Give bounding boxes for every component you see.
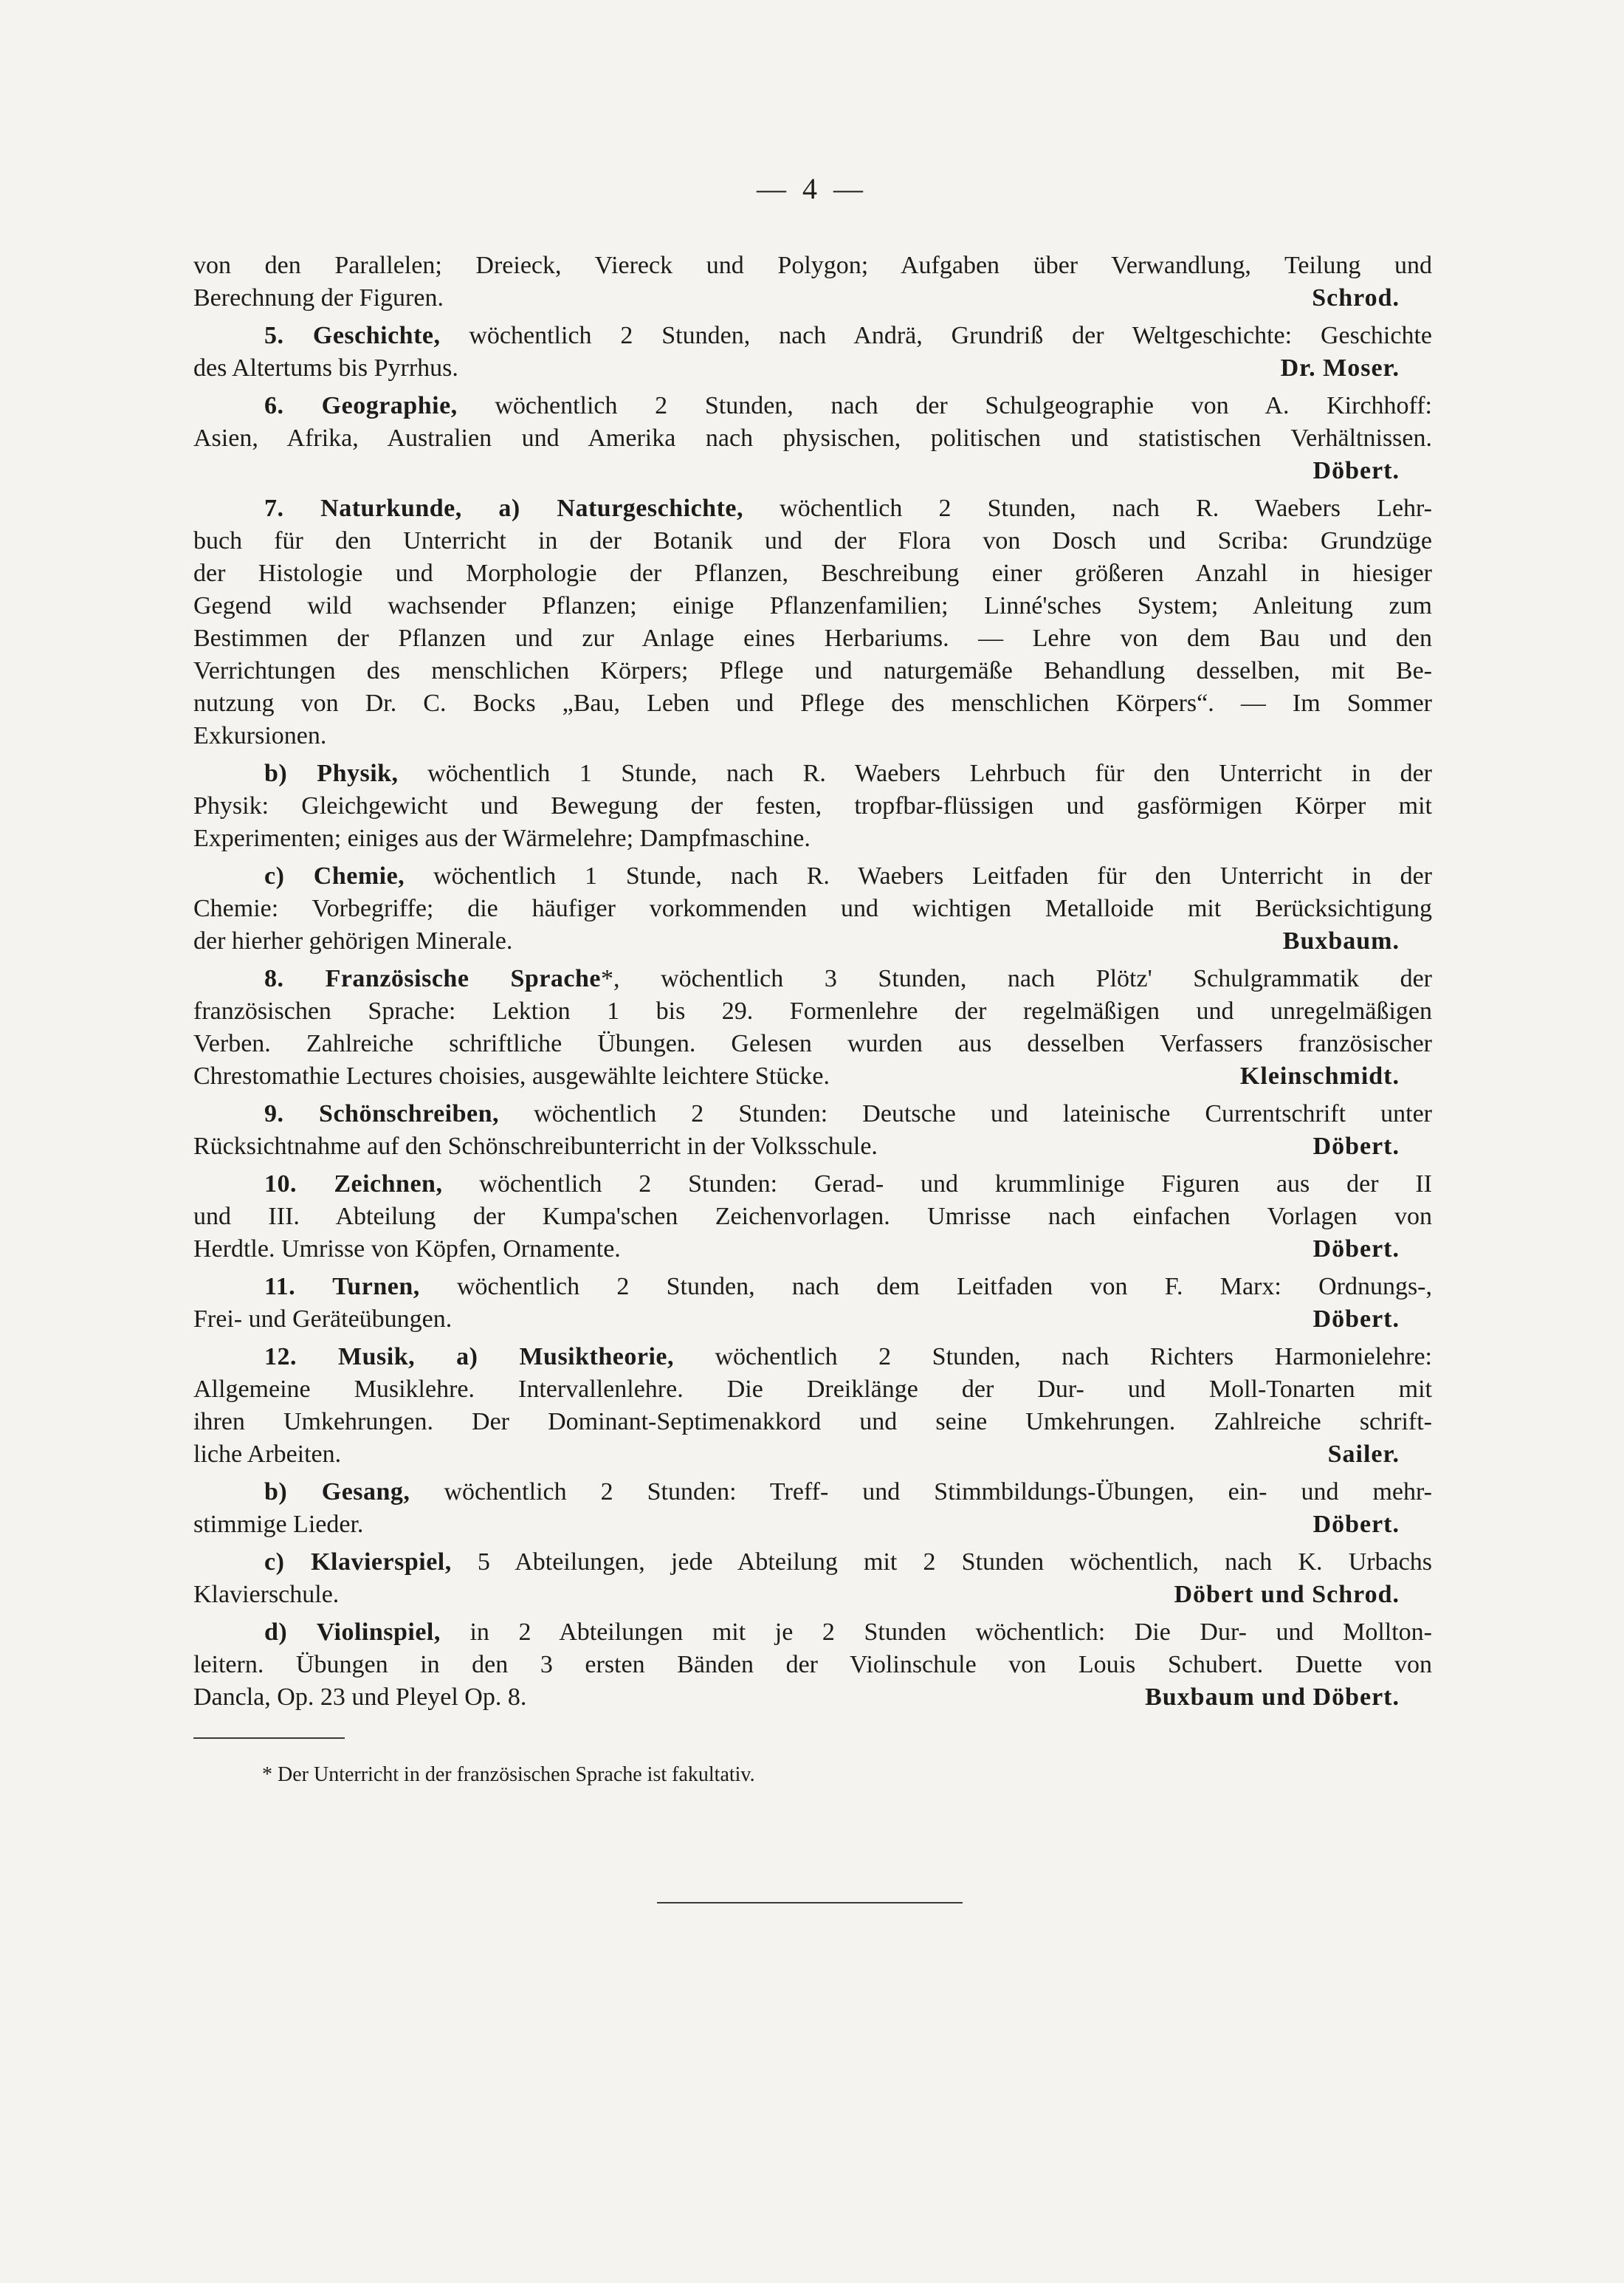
line-text: Chemie: Vorbegriffe; die häufiger vorkommenden und wichtigen Metalloide mit Berücksichtigung <box>193 895 1432 922</box>
text-line <box>193 1373 1432 1406</box>
text-line <box>193 893 1432 925</box>
line-text: Gegend wild wachsender Pflanzen; einige Pflanzenfamilien; Linné'sches System; Anleitung zum <box>193 592 1432 619</box>
text-line <box>193 282 1432 315</box>
text-line <box>193 720 1432 752</box>
body-text <box>193 250 1432 1714</box>
text-line <box>193 655 1432 687</box>
text-line <box>193 1681 1432 1714</box>
line-text: liche Arbeiten. <box>193 1441 342 1468</box>
text-line <box>193 622 1432 655</box>
teacher-signature: Dr. Moser. <box>1280 354 1400 382</box>
line-text: des Altertums bis Pyrrhus. <box>193 354 458 382</box>
subject-heading: 7. Naturkunde, a) Naturgeschichte, <box>264 495 743 522</box>
teacher-signature: Döbert. <box>1312 1305 1400 1333</box>
text-line <box>193 758 1432 790</box>
text-line <box>193 1508 1432 1541</box>
line-content <box>193 1438 341 1471</box>
text-line <box>193 1271 1432 1303</box>
text-line <box>193 1406 1432 1438</box>
subject-paragraph <box>193 963 1432 1093</box>
line-text: wöchentlich 2 Stunden, nach Andrä, Grundriß der Weltgeschichte: Geschichte <box>440 322 1432 349</box>
end-rule <box>657 1902 963 1903</box>
text-line <box>193 860 1432 893</box>
text-line <box>193 1579 1432 1611</box>
subject-paragraph <box>193 1616 1432 1714</box>
text-line <box>193 1168 1432 1201</box>
line-text: in 2 Abteilungen mit je 2 Stunden wöchentlich: Die Dur- und Mollton- <box>440 1618 1432 1646</box>
teacher-signature: Döbert. <box>1312 1511 1400 1538</box>
line-text: Berechnung der Figuren. <box>193 284 444 312</box>
subject-paragraph <box>193 320 1432 385</box>
line-content <box>193 1233 621 1266</box>
line-content <box>193 925 512 958</box>
teacher-signature: Sailer. <box>1327 1441 1400 1468</box>
subject-heading: d) Violinspiel, <box>264 1618 441 1646</box>
line-text: Dancla, Op. 23 und Pleyel Op. 8. <box>193 1683 527 1711</box>
teacher-signature: Buxbaum und Döbert. <box>1145 1683 1400 1711</box>
subject-heading: 12. Musik, a) Musiktheorie, <box>264 1343 674 1370</box>
subject-heading: 9. Schönschreiben, <box>264 1100 500 1127</box>
subject-heading: 8. Französische Sprache <box>264 965 602 992</box>
line-text: ihren Umkehrungen. Der Dominant-Septimenakkord und seine Umkehrungen. Zahlreiche schrift- <box>193 1408 1432 1435</box>
teacher-signature: Döbert. <box>1312 457 1400 484</box>
subject-paragraph <box>193 1546 1432 1611</box>
line-text: Asien, Afrika, Australien und Amerika nach physischen, politischen und statistischen Verhältnissen. <box>193 425 1432 452</box>
text-line <box>193 1649 1432 1681</box>
text-line <box>193 1476 1432 1508</box>
teacher-signature: Döbert und Schrod. <box>1174 1581 1400 1608</box>
line-text: wöchentlich 2 Stunden: Treff- und Stimmbildungs-Übungen, ein- und mehr- <box>410 1478 1432 1506</box>
subject-paragraph <box>193 1341 1432 1471</box>
text-line <box>193 925 1432 958</box>
line-text: stimmige Lieder. <box>193 1511 364 1538</box>
line-text: Exkursionen. <box>193 722 327 749</box>
line-text: wöchentlich 2 Stunden: Gerad- und krummlinige Figuren aus der II <box>442 1170 1432 1198</box>
line-text: wöchentlich 2 Stunden, nach dem Leitfaden von F. Marx: Ordnungs-, <box>419 1273 1432 1300</box>
subject-heading: b) Gesang, <box>264 1478 410 1506</box>
text-line <box>193 1130 1432 1163</box>
line-text: buch für den Unterricht in der Botanik und der Flora von Dosch und Scriba: Grundzüge <box>193 527 1432 555</box>
line-text: Verben. Zahlreiche schriftliche Übungen. Gelesen wurden aus desselben Verfassers französischer <box>193 1030 1432 1057</box>
subject-paragraph <box>193 1476 1432 1541</box>
text-line <box>193 590 1432 622</box>
text-line <box>193 963 1432 995</box>
line-content <box>193 1303 452 1336</box>
subject-paragraph <box>193 1168 1432 1266</box>
text-line <box>193 352 1432 385</box>
line-text: und III. Abteilung der Kumpa'schen Zeichenvorlagen. Umrisse nach einfachen Vorlagen von <box>193 1203 1432 1230</box>
line-text: von den Parallelen; Dreieck, Viereck und Polygon; Aufgaben über Verwandlung, Teilung und <box>193 252 1432 279</box>
subject-paragraph <box>193 860 1432 958</box>
subject-heading: 11. Turnen, <box>264 1273 420 1300</box>
line-text: Herdtle. Umrisse von Köpfen, Ornamente. <box>193 1235 621 1263</box>
line-text: Klavierschule. <box>193 1581 340 1608</box>
text-line <box>193 492 1432 525</box>
line-content <box>193 282 444 315</box>
subject-paragraph <box>193 1098 1432 1163</box>
line-text: Allgemeine Musiklehre. Intervallenlehre. Die Dreiklänge der Dur- und Moll-Tonarten mit <box>193 1376 1432 1403</box>
line-text: Frei- und Geräteübungen. <box>193 1305 453 1333</box>
line-text: wöchentlich 2 Stunden, nach Richters Harmonielehre: <box>673 1343 1432 1370</box>
subject-heading: 10. Zeichnen, <box>264 1170 443 1198</box>
line-text: Physik: Gleichgewicht und Bewegung der festen, tropfbar-flüssigen und gasförmigen Körper mit <box>193 792 1432 820</box>
subject-paragraph <box>193 1271 1432 1336</box>
teacher-signature: Kleinschmidt. <box>1239 1062 1400 1090</box>
teacher-signature: Döbert. <box>1312 1133 1400 1160</box>
line-text: *, wöchentlich 3 Stunden, nach Plötz' Schulgrammatik der <box>601 965 1432 992</box>
text-line <box>193 525 1432 557</box>
subject-heading: c) Klavierspiel, <box>264 1548 452 1576</box>
text-line <box>193 320 1432 352</box>
line-content <box>193 1508 363 1541</box>
text-line <box>193 390 1432 422</box>
line-content <box>193 1060 830 1093</box>
text-line <box>193 1060 1432 1093</box>
text-line <box>193 455 1432 487</box>
line-content <box>193 1579 339 1611</box>
text-line <box>193 1341 1432 1373</box>
subject-paragraph <box>193 758 1432 855</box>
line-content <box>193 1681 526 1714</box>
subject-paragraph <box>193 492 1432 752</box>
subject-paragraph <box>193 250 1432 315</box>
teacher-signature: Buxbaum. <box>1282 927 1400 955</box>
line-text: Chrestomathie Lectures choisies, ausgewählte leichtere Stücke. <box>193 1062 830 1090</box>
text-line <box>193 1546 1432 1579</box>
text-line <box>193 1201 1432 1233</box>
line-text: wöchentlich 1 Stunde, nach R. Waebers Leitfaden für den Unterricht in der <box>405 862 1432 890</box>
text-line <box>193 1233 1432 1266</box>
text-line <box>193 1303 1432 1336</box>
line-text: Rücksichtnahme auf den Schönschreibunterricht in der Volksschule. <box>193 1133 878 1160</box>
text-line <box>193 1098 1432 1130</box>
line-text: Bestimmen der Pflanzen und zur Anlage eines Herbariums. — Lehre von dem Bau und den <box>193 625 1432 652</box>
line-text: wöchentlich 2 Stunden: Deutsche und lateinische Currentschrift unter <box>499 1100 1432 1127</box>
line-content <box>193 352 458 385</box>
text-line <box>193 250 1432 282</box>
footnote: * Der Unterricht in der französischen Sprache ist fakultativ. <box>262 1763 755 1786</box>
footnote-rule <box>193 1737 345 1739</box>
subject-heading: c) Chemie, <box>264 862 405 890</box>
text-line <box>193 687 1432 720</box>
subject-heading: 6. Geographie, <box>264 392 458 419</box>
text-line <box>193 557 1432 590</box>
subject-heading: 5. Geschichte, <box>264 322 441 349</box>
text-line <box>193 1438 1432 1471</box>
line-text: wöchentlich 2 Stunden, nach der Schulgeographie von A. Kirchhoff: <box>457 392 1432 419</box>
text-line <box>193 1028 1432 1060</box>
text-line <box>193 422 1432 455</box>
text-line <box>193 1616 1432 1649</box>
line-text: Verrichtungen des menschlichen Körpers; Pflege und naturgemäße Behandlung desselben, mit Be- <box>193 657 1432 684</box>
line-text: nutzung von Dr. C. Bocks „Bau, Leben und Pflege des menschlichen Körpers“. — Im Sommer <box>193 690 1432 717</box>
line-text: wöchentlich 2 Stunden, nach R. Waebers Lehr- <box>743 495 1432 522</box>
line-text: leitern. Übungen in den 3 ersten Bänden der Violinschule von Louis Schubert. Duette von <box>193 1651 1432 1678</box>
line-text: Experimenten; einiges aus der Wärmelehre; Dampfmaschine. <box>193 825 811 852</box>
line-text: wöchentlich 1 Stunde, nach R. Waebers Lehrbuch für den Unterricht in der <box>398 760 1432 787</box>
text-line <box>193 823 1432 855</box>
subject-paragraph <box>193 390 1432 487</box>
line-text: der hierher gehörigen Minerale. <box>193 927 513 955</box>
teacher-signature: Döbert. <box>1312 1235 1400 1263</box>
line-text: französischen Sprache: Lektion 1 bis 29. Formenlehre der regelmäßigen und unregelmäßigen <box>193 998 1432 1025</box>
line-content <box>193 1130 878 1163</box>
line-text: der Histologie und Morphologie der Pflanzen, Beschreibung einer größeren Anzahl in hiesiger <box>193 560 1432 587</box>
text-line <box>193 995 1432 1028</box>
teacher-signature: Schrod. <box>1312 284 1400 312</box>
page-number: — 4 — <box>757 172 867 205</box>
line-text: 5 Abteilungen, jede Abteilung mit 2 Stunden wöchentlich, nach K. Urbachs <box>451 1548 1432 1576</box>
subject-heading: b) Physik, <box>264 760 399 787</box>
text-line <box>193 790 1432 823</box>
